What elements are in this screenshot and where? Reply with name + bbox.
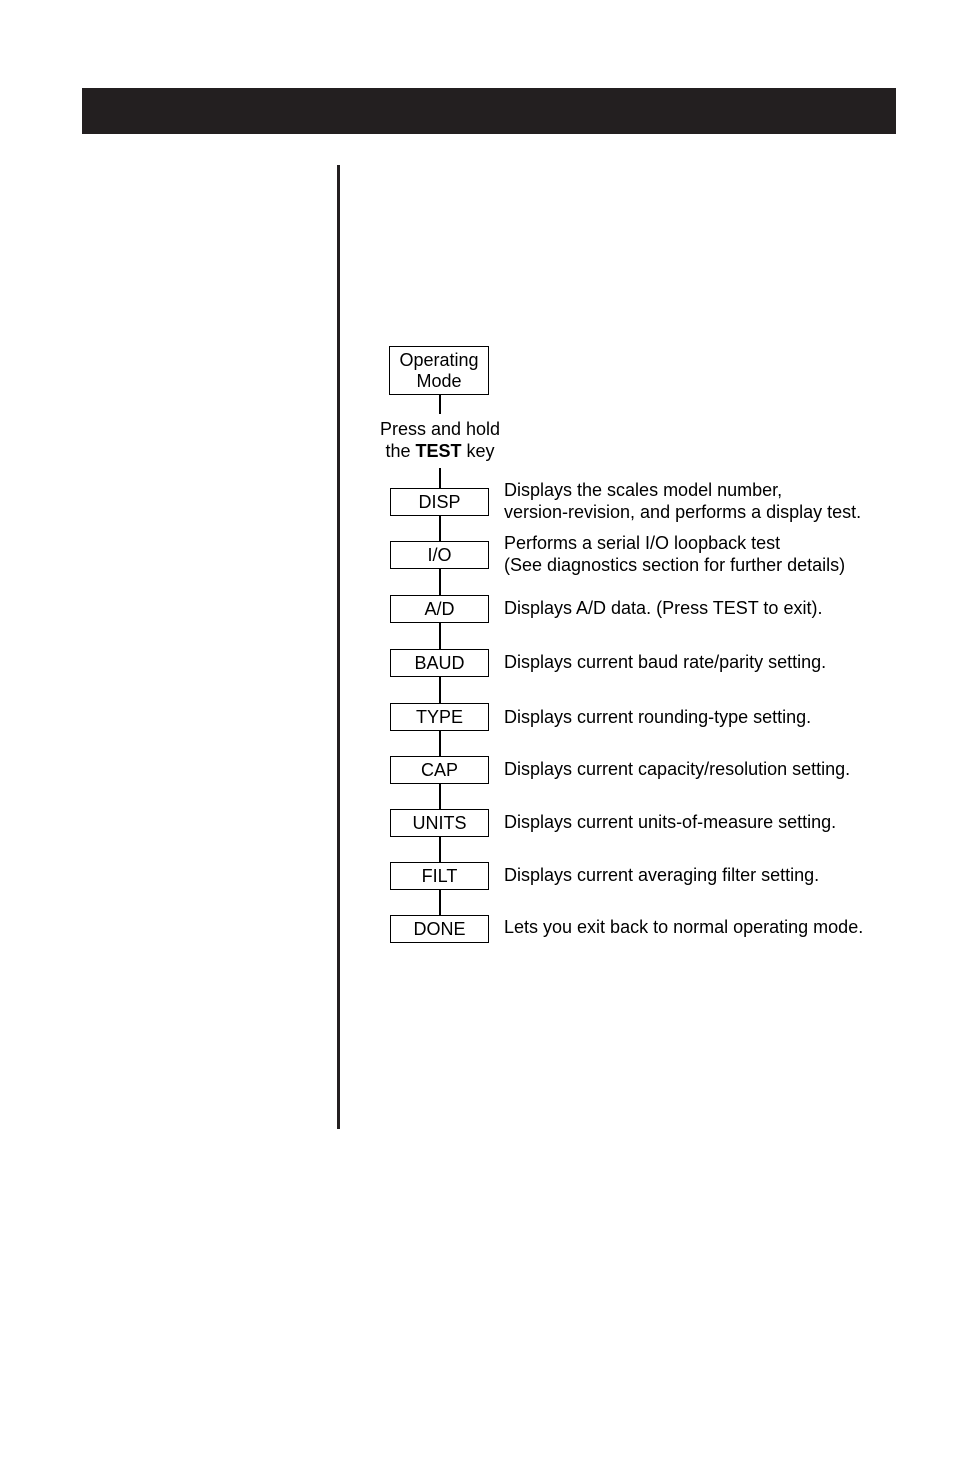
step-box-baud: BAUD — [390, 649, 489, 677]
step-description-done: Lets you exit back to normal operating mode. — [504, 917, 864, 937]
instruction-line2 — [364, 440, 516, 462]
connector-line — [439, 784, 441, 809]
description-line: Performs a serial I/O loopback test — [504, 533, 781, 553]
operating-mode-line1: Operating — [399, 350, 479, 370]
instruction-line1: Press and hold — [379, 419, 501, 439]
step-box-cap: CAP — [390, 756, 489, 784]
connector-line — [439, 890, 441, 915]
connector-line — [439, 623, 441, 649]
instruction-post-key: key — [461, 441, 495, 461]
step-description-baud: Displays current baud rate/parity setting. — [504, 652, 827, 672]
step-box-type: TYPE — [390, 703, 489, 731]
step-box-units: UNITS — [390, 809, 489, 837]
step-description-type: Displays current rounding-type setting. — [504, 707, 812, 727]
description-line: Displays the scales model number, — [504, 480, 783, 500]
connector-line — [439, 468, 441, 488]
step-box-done: DONE — [390, 915, 489, 943]
test-key-label: TEST — [415, 441, 462, 461]
step-description-filt: Displays current averaging filter setting. — [504, 865, 820, 885]
step-description-ad: Displays A/D data. (Press TEST to exit). — [504, 598, 823, 618]
step-box-io: I/O — [390, 541, 489, 569]
connector-line — [439, 837, 441, 862]
margin-rule — [337, 165, 340, 1129]
step-description-units: Displays current units-of-measure setting. — [504, 812, 837, 832]
connector-line — [439, 677, 441, 703]
press-hold-instruction — [364, 418, 516, 462]
connector-line — [439, 569, 441, 595]
step-description-cap: Displays current capacity/resolution setting. — [504, 759, 851, 779]
step-box-ad: A/D — [390, 595, 489, 623]
operating-mode-box — [389, 346, 489, 395]
connector-line — [439, 395, 441, 414]
header-bar — [82, 88, 896, 134]
step-box-disp: DISP — [390, 488, 489, 516]
connector-line — [439, 731, 441, 756]
step-description-disp — [504, 479, 861, 523]
step-description-io — [504, 532, 845, 576]
instruction-pre-key: the — [385, 441, 416, 461]
description-line: version-revision, and performs a display test. — [504, 502, 862, 522]
description-line: (See diagnostics section for further details) — [504, 555, 846, 575]
operating-mode-line2: Mode — [416, 371, 462, 391]
connector-line — [439, 516, 441, 541]
step-box-filt: FILT — [390, 862, 489, 890]
